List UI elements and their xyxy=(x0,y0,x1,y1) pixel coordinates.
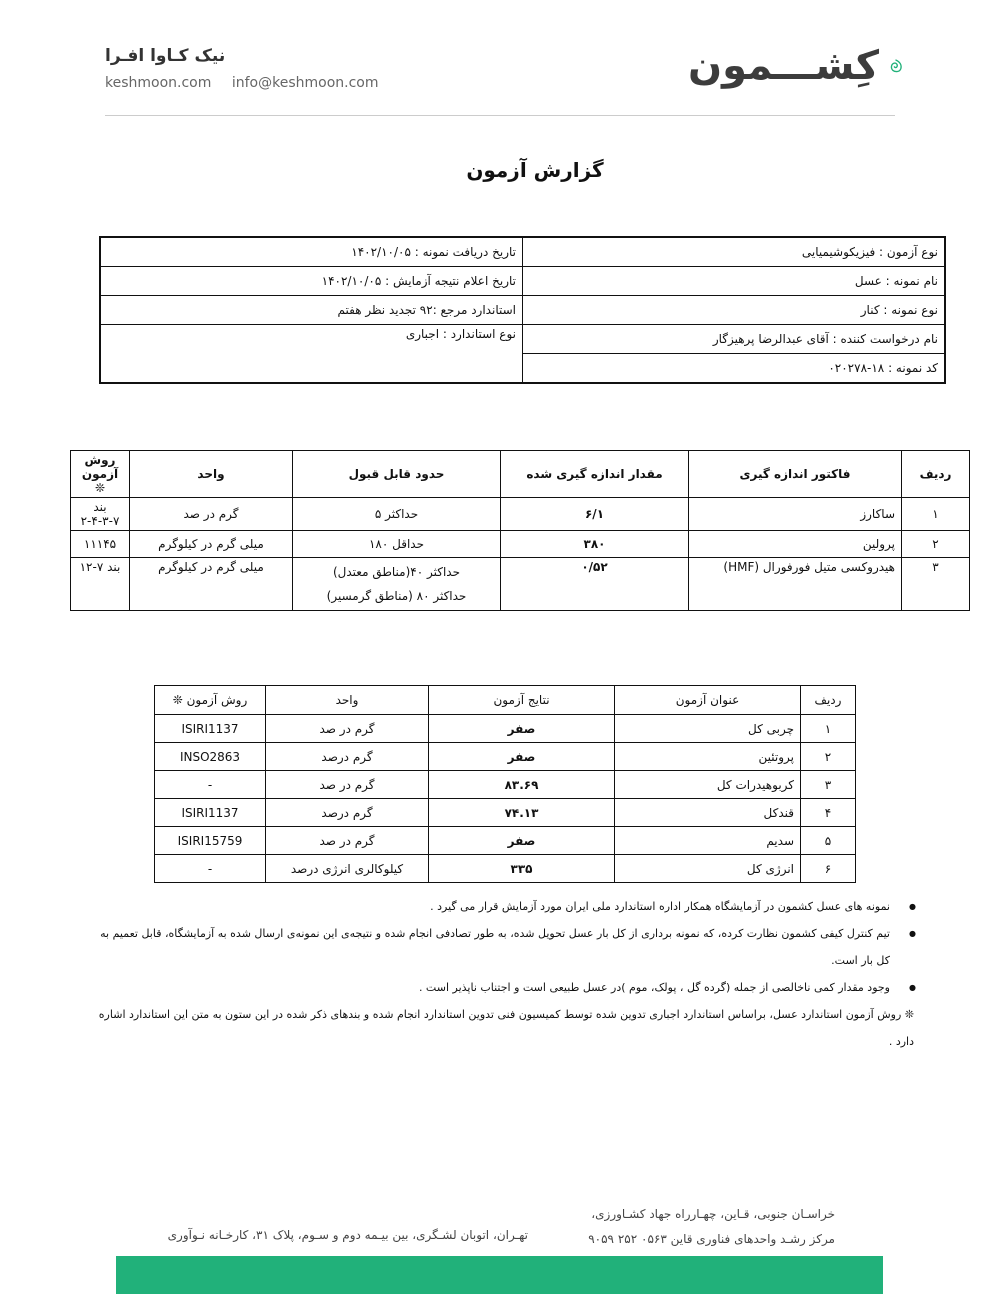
test-result: ۳۳۵ xyxy=(429,855,615,883)
table-row xyxy=(155,799,856,827)
row-number: ۶ xyxy=(801,855,856,883)
table-row xyxy=(155,855,856,883)
measured-value: ۳۸۰ xyxy=(501,531,689,558)
website-link[interactable]: keshmoon.com xyxy=(105,75,212,91)
measured-value: ۰/۵۲ xyxy=(501,558,689,611)
footer-khorasan-address: خراسـان جنوبی، قـاین، چهـارراه جهاد کشـاورزی، xyxy=(591,1207,835,1221)
column-header: ردیف xyxy=(801,686,856,715)
test-result: صفر xyxy=(429,743,615,771)
unit: میلی گرم در کیلوگرم xyxy=(130,531,293,558)
column-header: روش آزمون ❊ xyxy=(155,686,266,715)
column-header: حدود قابل قبول xyxy=(293,451,501,498)
note-item: ● تیم کنترل کیفی کشمون نظارت کرده، که نمونه برداری از کل بار عسل تحویل شده، به طور تصادفی انجام شده و نتیجه‌ی این نمونه‌ی ارسال شده به آزمایشگاه، قابل تعمیم به کل بار است. xyxy=(90,920,920,974)
test-result: صفر xyxy=(429,827,615,855)
table-row xyxy=(155,771,856,799)
test-title: کربوهیدرات کل xyxy=(615,771,801,799)
test-title: قندکل xyxy=(615,799,801,827)
info-cell: نام درخواست کننده : آقای عبدالرضا پرهیزگار xyxy=(523,325,946,354)
table-row xyxy=(155,743,856,771)
column-header: مقدار اندازه گیری شده xyxy=(501,451,689,498)
sample-info-table xyxy=(99,236,946,384)
limit-tropical: حداکثر ۸۰ (مناطق گرمسیر) xyxy=(326,589,467,603)
row-number: ۳ xyxy=(902,558,970,611)
factor-name: پرولین xyxy=(689,531,902,558)
brand-logo xyxy=(688,36,903,96)
column-header: واحد xyxy=(130,451,293,498)
unit: کیلوکالری انرژی درصد xyxy=(266,855,429,883)
test-method: - xyxy=(155,855,266,883)
info-cell: تاریخ دریافت نمونه : ۱۴۰۲/۱۰/۰۵ xyxy=(100,237,523,267)
row-number: ۱ xyxy=(801,715,856,743)
factor-name: هیدروکسی متیل فورفورال (HMF) xyxy=(689,558,902,611)
acceptable-limit xyxy=(293,558,501,611)
table-row xyxy=(71,498,970,531)
test-method: - xyxy=(155,771,266,799)
info-cell: نوع نمونه : کنار xyxy=(523,296,946,325)
limit-temperate: حداکثر ۴۰(مناطق معتدل) xyxy=(332,565,460,579)
column-header: واحد xyxy=(266,686,429,715)
acceptable-limit: حداکثر ۵ xyxy=(293,498,501,531)
info-cell: نام نمونه : عسل xyxy=(523,267,946,296)
test-title: سدیم xyxy=(615,827,801,855)
info-cell: استاندارد مرجع :۹۲ تجدید نظر هفتم xyxy=(100,296,523,325)
brand-name: کِشـــمون xyxy=(688,43,880,89)
factors-table xyxy=(70,450,970,611)
table-header-row xyxy=(71,451,970,498)
test-method: ۱۱۱۴۵ xyxy=(71,531,130,558)
column-header: ردیف xyxy=(902,451,970,498)
test-method: ISIRI15759 xyxy=(155,827,266,855)
email-link[interactable]: info@keshmoon.com xyxy=(231,75,379,91)
header-divider xyxy=(105,115,895,116)
test-method: INSO2863 xyxy=(155,743,266,771)
test-title: چربی کل xyxy=(615,715,801,743)
info-cell: نوع استاندارد : اجباری xyxy=(100,325,523,384)
unit: میلی گرم در کیلوگرم xyxy=(130,558,293,611)
notes-section xyxy=(90,893,920,1055)
company-name: نیک کـاوا افـرا xyxy=(105,46,226,66)
table-row xyxy=(71,531,970,558)
column-header: نتایج آزمون xyxy=(429,686,615,715)
footer-bar xyxy=(116,1256,883,1294)
table-header-row xyxy=(155,686,856,715)
column-header: روش آزمون ❊ xyxy=(71,451,130,498)
test-method: ISIRI1137 xyxy=(155,715,266,743)
test-method: ISIRI1137 xyxy=(155,799,266,827)
row-number: ۳ xyxy=(801,771,856,799)
test-method: بند ۷-۳-۴-۲ xyxy=(71,498,130,531)
measured-value: ۶/۱ xyxy=(501,498,689,531)
test-title: پروتئین xyxy=(615,743,801,771)
unit: گرم در صد xyxy=(266,715,429,743)
row-number: ۴ xyxy=(801,799,856,827)
row-number: ۱ xyxy=(902,498,970,531)
note-item: ● نمونه های عسل کشمون در آزمایشگاه همکار اداره استاندارد ملی ایران مورد آزمایش قرار می گیرد . xyxy=(90,893,920,920)
unit: گرم در صد xyxy=(266,827,429,855)
contact-info xyxy=(105,75,394,91)
note-item: ● وجود مقدار کمی ناخالصی از جمله (گرده گل ، پولک، موم )در عسل طبیعی است و اجتناب ناپذیر است . xyxy=(90,974,920,1001)
test-result: ۸۳.۶۹ xyxy=(429,771,615,799)
column-header: عنوان آزمون xyxy=(615,686,801,715)
table-row xyxy=(71,558,970,611)
unit: گرم درصد xyxy=(266,743,429,771)
test-result: ۷۴.۱۳ xyxy=(429,799,615,827)
page-title: گزارش آزمون xyxy=(466,158,604,182)
factor-name: ساکارز xyxy=(689,498,902,531)
footer-qaen-address: مرکز رشـد واحدهای فناوری قاین ۰۵۶۳ ۲۵۲ ۹۰۵۹ xyxy=(588,1232,835,1246)
row-number: ۵ xyxy=(801,827,856,855)
acceptable-limit: حداقل ۱۸۰ xyxy=(293,531,501,558)
footer-tehran-address: تهـران، اتوبان لشـگری، بین بیـمه دوم و سـوم، پلاک ۳۱، کارخـانه نـوآوری xyxy=(167,1228,528,1242)
table-row xyxy=(155,827,856,855)
row-number: ۲ xyxy=(801,743,856,771)
test-result: صفر xyxy=(429,715,615,743)
unit: گرم درصد xyxy=(266,799,429,827)
column-header: فاکتور اندازه گیری xyxy=(689,451,902,498)
leaf-logo-icon xyxy=(889,40,903,92)
results-table xyxy=(154,685,856,883)
test-title: انرژی کل xyxy=(615,855,801,883)
table-row xyxy=(155,715,856,743)
row-number: ۲ xyxy=(902,531,970,558)
method-footnote: ❊ روش آزمون استاندارد عسل، براساس استاندارد اجباری تدوین شده توسط کمیسیون فنی تدوین استاندارد انجام شده و بندهای ذکر شده در این ستون به متن این استاندارد اشاره دارد . xyxy=(98,1008,914,1048)
info-cell: کد نمونه : ۱۸-۰۲۰۲۷۸ xyxy=(523,354,946,384)
info-cell: تاریخ اعلام نتیجه آزمایش : ۱۴۰۲/۱۰/۰۵ xyxy=(100,267,523,296)
unit: گرم در صد xyxy=(130,498,293,531)
test-method: بند ۷-۱۲ xyxy=(71,558,130,611)
unit: گرم در صد xyxy=(266,771,429,799)
info-cell: نوع آزمون : فیزیکوشیمیایی xyxy=(523,237,946,267)
